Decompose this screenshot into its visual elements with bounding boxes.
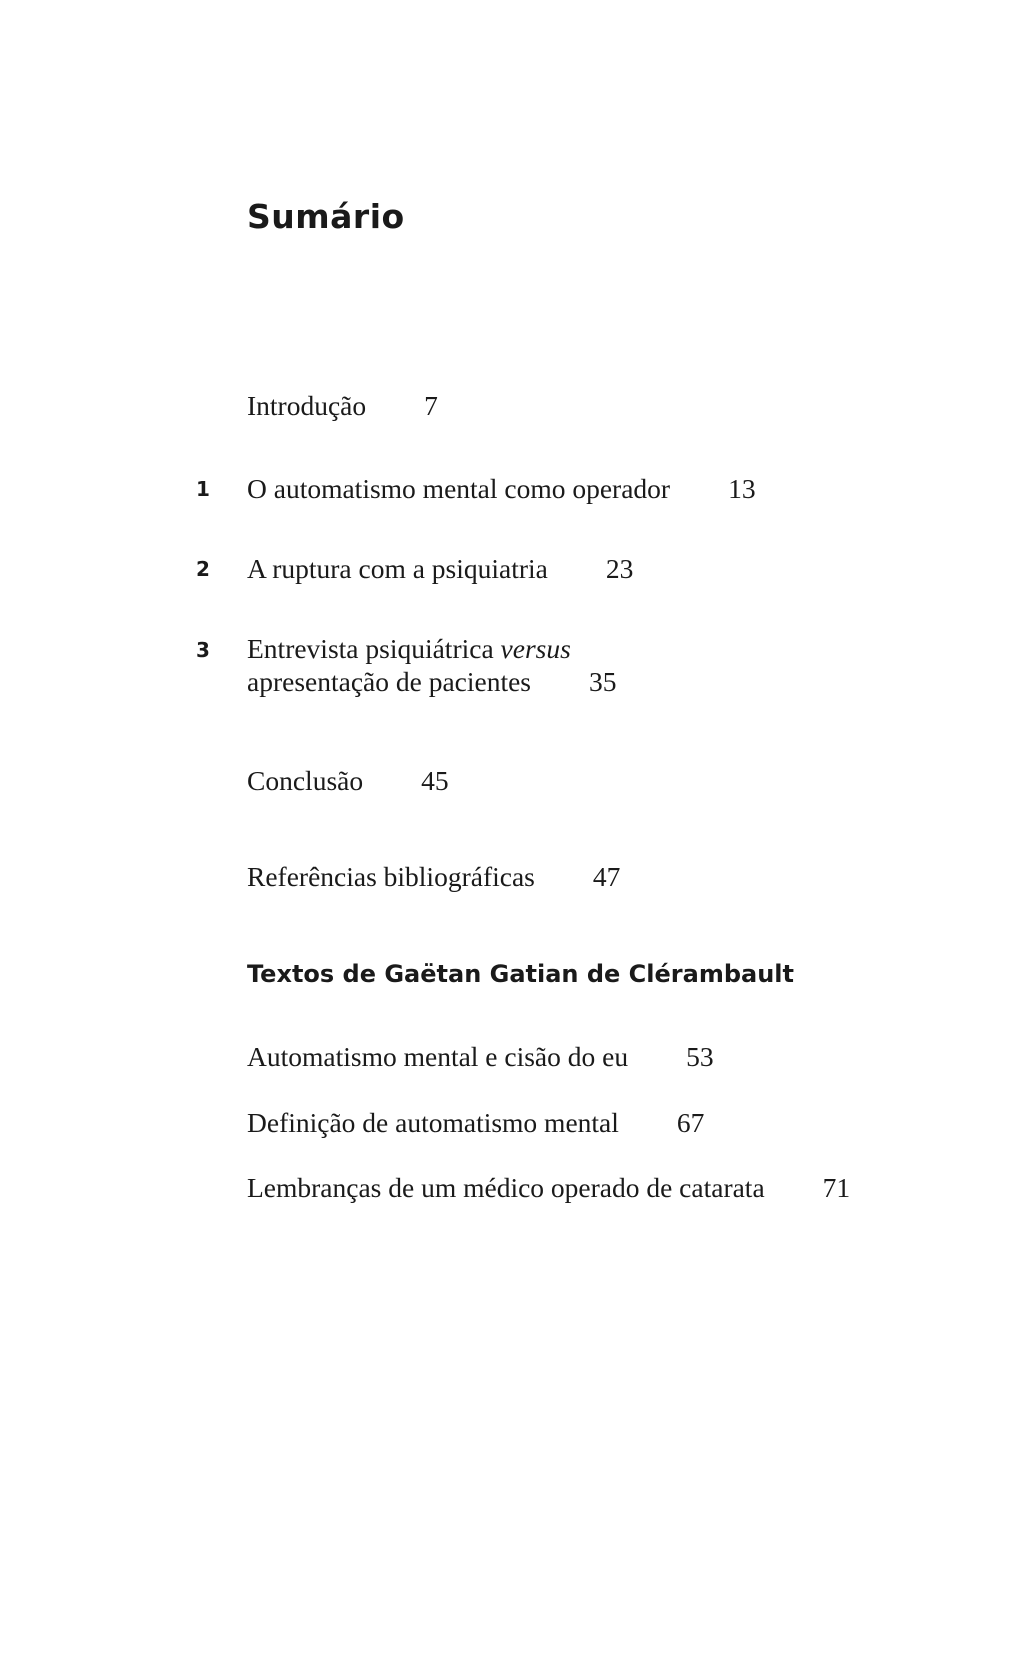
toc-entry-title: Introdução <box>247 390 367 421</box>
toc-entry-page: 45 <box>421 765 449 796</box>
toc-entry-title: Lembranças de um médico operado de catarata <box>247 1172 765 1203</box>
toc-entry-page: 35 <box>589 666 617 697</box>
toc-entry-title: Automatismo mental e cisão do eu <box>247 1041 629 1072</box>
toc-entry-page: 53 <box>686 1041 714 1072</box>
toc-entry-title-emphasis: versus <box>500 633 571 664</box>
toc-entry-page: 13 <box>728 473 756 504</box>
toc-entry-title: A ruptura com a psiquiatria <box>247 553 548 584</box>
toc-entry-appendix-3 <box>247 1171 850 1204</box>
toc-entry-referencias <box>247 860 620 893</box>
toc-entry-page: 47 <box>592 861 621 892</box>
chapter-number: 3 <box>196 638 210 662</box>
toc-entry-chapter-3 <box>247 632 617 698</box>
toc-entry-page: 71 <box>822 1172 851 1203</box>
toc-entry-title-line-1: Entrevista psiquiátrica versus <box>247 633 571 664</box>
toc-entry-title: Conclusão <box>247 765 364 796</box>
toc-entry-title: Definição de automatismo mental <box>247 1107 619 1138</box>
toc-entry-page: 67 <box>676 1107 705 1138</box>
toc-entry-title: Referências bibliográficas <box>247 861 535 892</box>
toc-entry-appendix-2 <box>247 1106 704 1139</box>
toc-entry-title-line-2: apresentação de pacientes 35 <box>247 666 617 697</box>
page-title: Sumário <box>247 197 405 236</box>
toc-entry-chapter-1 <box>247 472 756 505</box>
toc-entry-appendix-1 <box>247 1040 714 1073</box>
toc-entry-chapter-2 <box>247 552 633 585</box>
chapter-number: 2 <box>196 557 210 581</box>
toc-entry-conclusao <box>247 764 449 797</box>
appendix-heading: Textos de Gaëtan Gatian de Clérambault <box>247 960 794 988</box>
chapter-number: 1 <box>196 477 210 501</box>
toc-entry-page: 23 <box>605 553 634 584</box>
toc-entry-introducao <box>247 389 438 422</box>
toc-entry-title: O automatismo mental como operador <box>247 473 671 504</box>
toc-entry-page: 7 <box>424 390 438 421</box>
